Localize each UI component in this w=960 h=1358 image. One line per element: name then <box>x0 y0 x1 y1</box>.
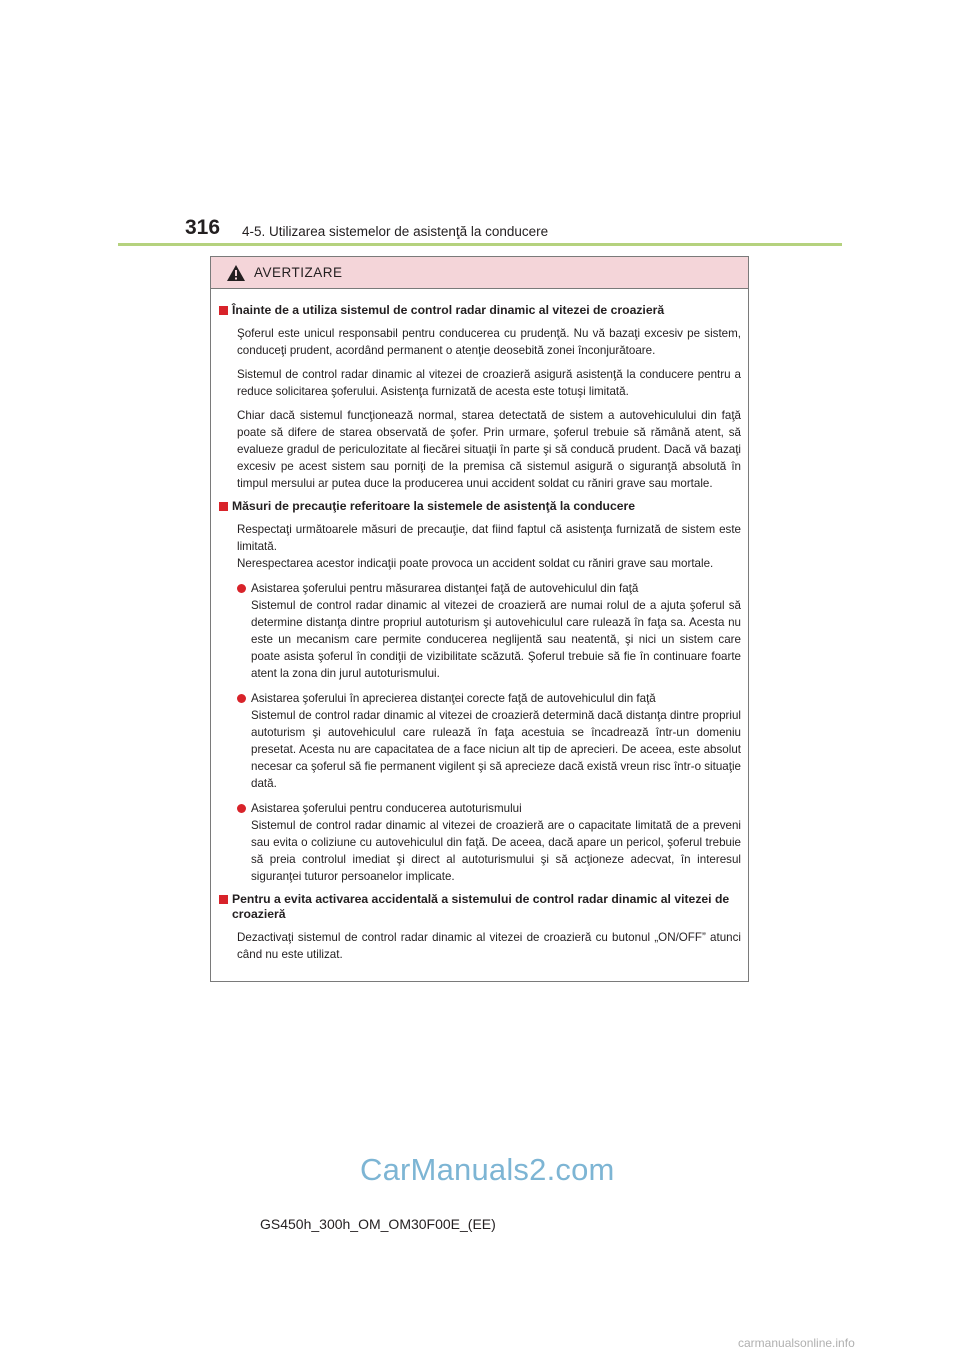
paragraph: Dezactivaţi sistemul de control radar dinamic al vitezei de croazieră cu butonul „ON/OFF” atunci când nu este utilizat. <box>237 931 741 961</box>
warning-title: AVERTIZARE <box>254 265 343 280</box>
paragraph: Şoferul este unicul responsabil pentru conducerea cu prudenţă. Nu vă bazaţi excesiv pe sistem, conduceţi prudent, acordând permanent o atenţie deosebită zonei înconjurătoare. <box>237 327 741 357</box>
paragraph: Respectaţi următoarele măsuri de precauţie, dat fiind faptul că asistenţa furnizată de sistem este limitată. <box>237 523 741 553</box>
red-dot-bullet-icon <box>237 804 246 813</box>
red-square-marker-icon <box>219 306 228 315</box>
model-code: GS450h_300h_OM_OM30F00E_(EE) <box>260 1216 496 1232</box>
paragraph: Chiar dacă sistemul funcţionează normal, starea detectată de sistem a autovehiculului din faţă poate să difere de starea observată de şofer. Prin urmare, şoferul trebuie să rămână atent, să evalueze gradul de periculozitate al fiecărei situaţii în parte şi să conducă prudent. Dacă vă bazaţi excesiv pe acest sistem sau porniţi de la premisa că sistemul asigură o siguranţă absolută în timpul mersului ar putea duce la producerea unui accident soldat cu răniri grave sau mortale. <box>237 409 741 490</box>
red-dot-bullet-icon <box>237 694 246 703</box>
bullet-title: Asistarea şoferului în aprecierea distanţei corecte faţă de autovehiculul din faţă <box>251 692 656 705</box>
bullet-title: Asistarea şoferului pentru conducerea autoturismului <box>251 802 522 815</box>
warning-header <box>211 257 748 289</box>
bullet-text: Sistemul de control radar dinamic al vitezei de croazieră determină dacă distanţa dintre propriul autoturism şi autovehiculul care rulează în faţa acestuia se încadrează într-un domeniu presetat. Acesta nu are capacitatea de a face niciun alt tip de aprecieri. De aceea, este absolut necesar ca şoferul să fie permanent vigilent şi să aprecieze dacă există vreun risc într-o situaţie dată. <box>251 709 741 790</box>
paragraph: Nerespectarea acestor indicaţii poate provoca un accident soldat cu răniri grave sau mortale. <box>237 557 714 570</box>
warning-heading-2: Măsuri de precauţie referitoare la sistemele de asistenţă la conducere <box>219 499 741 514</box>
bullet-text: Sistemul de control radar dinamic al vitezei de croazieră are numai rolul de a ajuta şoferul să determine distanţa dintre propriul autoturism şi autovehiculul care rulează în faţa sa. Acesta nu este un mecanism care permite conducerea neglijentă sau neatentă, şi nici un sistem care poate asista şoferul în condiţii de vizibilitate scăzută. Şoferul trebuie să fie în continuare foarte atent la zona din jurul autoturismului. <box>251 599 741 680</box>
site-watermark: carmanualsonline.info <box>738 1336 855 1350</box>
warning-triangle-icon <box>226 264 246 282</box>
warning-heading-3: Pentru a evita activarea accidentală a sistemului de control radar dinamic al vitezei de croazieră <box>219 892 741 922</box>
red-square-marker-icon <box>219 502 228 511</box>
bullet-title: Asistarea şoferului pentru măsurarea distanţei faţă de autovehiculul din faţă <box>251 582 639 595</box>
bullet-item <box>237 690 741 792</box>
watermark: CarManuals2.com <box>360 1152 615 1187</box>
red-square-marker-icon <box>219 895 228 904</box>
paragraph: Sistemul de control radar dinamic al vitezei de croazieră asigură asistenţă la conducere pentru a reduce solicitarea şoferului. Asistenţa furnizată de acesta este totuşi limitată. <box>237 368 741 398</box>
bullet-item <box>237 580 741 682</box>
red-dot-bullet-icon <box>237 584 246 593</box>
section-title: 4-5. Utilizarea sistemelor de asistenţă la conducere <box>242 224 549 239</box>
warning-body <box>211 289 748 963</box>
bullet-text: Sistemul de control radar dinamic al vitezei de croazieră are o capacitate limitată de a preveni sau evita o coliziune cu autovehiculul din faţă. De aceea, dacă apare un pericol, şoferul trebuie să preia controlul imediat şi direct al autoturismului şi să acţioneze adecvat, în interesul siguranţei tuturor persoanelor implicate. <box>251 819 741 883</box>
bullet-item <box>237 800 741 885</box>
warning-heading-1: Înainte de a utiliza sistemul de control radar dinamic al vitezei de croazieră <box>219 303 741 318</box>
header-rule <box>118 243 842 246</box>
page-number: 316 <box>185 216 221 239</box>
warning-box <box>210 256 749 982</box>
